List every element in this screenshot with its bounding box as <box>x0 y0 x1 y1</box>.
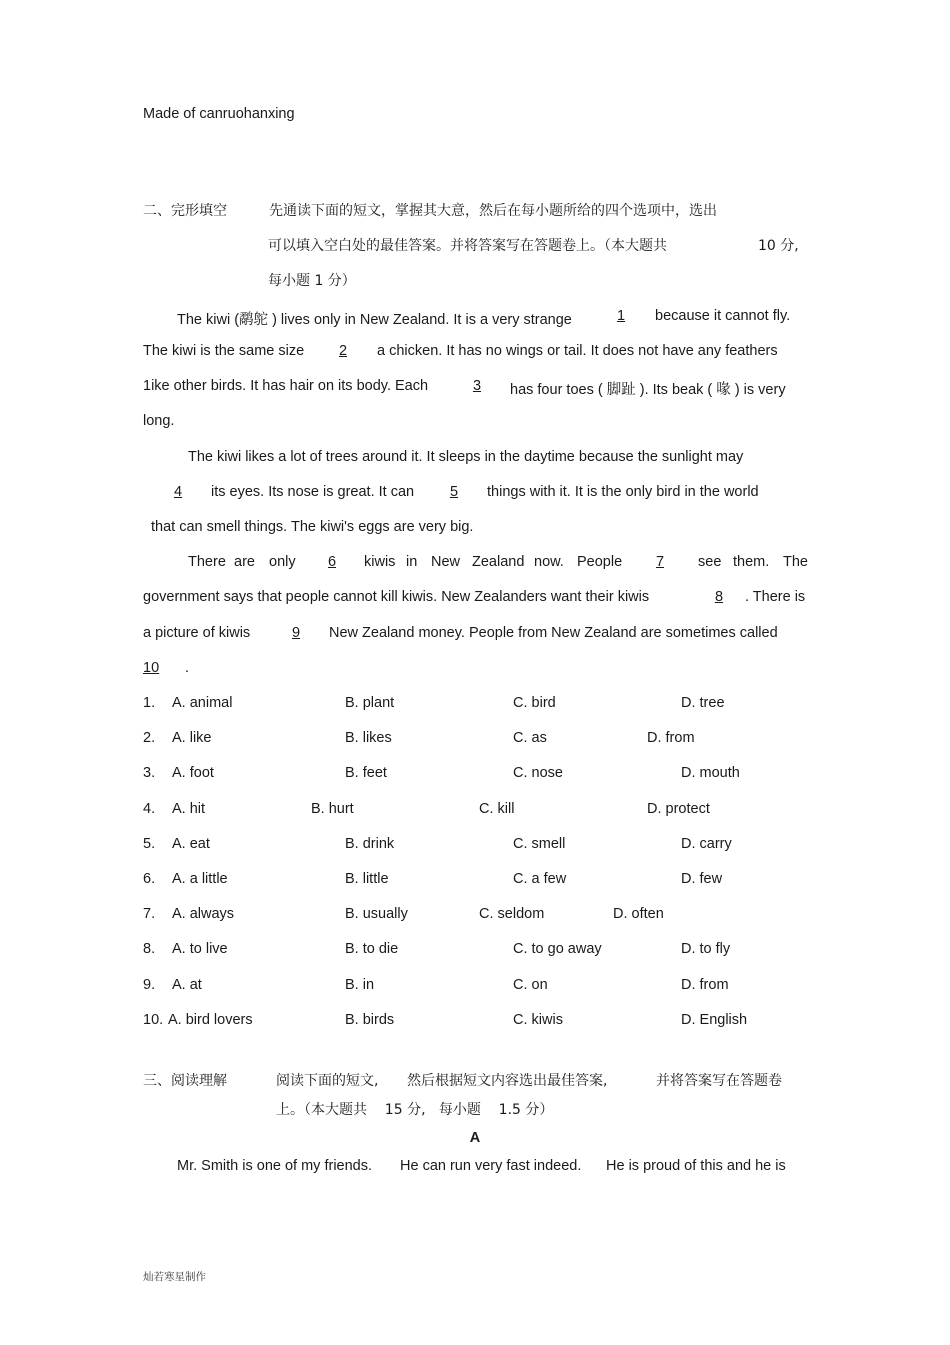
paragraph-text: its eyes. Its nose is great. It can <box>211 484 415 500</box>
paragraph-text: in <box>406 554 418 570</box>
paragraph-text: because it cannot fly. <box>655 308 791 324</box>
option-c: C. as <box>513 730 547 746</box>
paragraph-text: a picture of kiwis <box>143 625 251 641</box>
option-d: D. English <box>681 1012 748 1028</box>
option-b: B. feet <box>345 765 387 781</box>
paragraph-text: are <box>234 554 255 570</box>
paragraph-text: that can smell things. The kiwi's eggs are very big. <box>151 519 474 535</box>
paragraph-text: The kiwi (鹬鸵 ) lives only in New Zealand. It is a very strange <box>177 312 572 328</box>
blank-7: 7 <box>655 554 665 570</box>
option-number: 3. <box>143 765 156 781</box>
paragraph-text: kiwis <box>364 554 396 570</box>
option-d: D. carry <box>681 836 732 852</box>
paragraph-text: People <box>577 554 623 570</box>
reading-instruction: 然后根据短文内容选出最佳答案, <box>407 1073 608 1089</box>
option-c: C. to go away <box>513 941 602 957</box>
option-a: A. eat <box>172 836 210 852</box>
option-a: A. a little <box>172 871 228 887</box>
option-c: C. smell <box>513 836 566 852</box>
footer-text: 灿若寒星制作 <box>143 1271 206 1283</box>
header-made-of: Made of canruohanxing <box>143 106 295 122</box>
paragraph-text: The kiwi is the same size <box>143 343 305 359</box>
paragraph-text: . <box>185 660 190 676</box>
paragraph-text: only <box>269 554 296 570</box>
option-b: B. birds <box>345 1012 395 1028</box>
cloze-section-label: 二、完形填空 <box>143 203 227 219</box>
blank-6: 6 <box>327 554 337 570</box>
paragraph-text: 1ike other birds. It has hair on its body. Each <box>143 378 429 394</box>
cloze-instruction-line1: 先通读下面的短文，掌握其大意，然后在每小题所给的四个选项中，选出 <box>269 203 717 219</box>
option-d: D. often <box>613 906 664 922</box>
option-c: C. nose <box>513 765 563 781</box>
option-c: C. on <box>513 977 548 993</box>
paragraph-text: New <box>431 554 461 570</box>
paragraph-text: The <box>783 554 808 570</box>
option-number: 4. <box>143 801 156 817</box>
option-number: 10. <box>143 1012 164 1028</box>
option-c: C. a few <box>513 871 567 887</box>
option-b: B. to die <box>345 941 399 957</box>
option-c: C. kill <box>479 801 515 817</box>
reading-instruction: 阅读下面的短文, <box>276 1073 379 1089</box>
reading-section-label: 三、阅读理解 <box>143 1073 227 1089</box>
option-b: B. likes <box>345 730 392 746</box>
option-number: 1. <box>143 695 156 711</box>
option-d: D. mouth <box>681 765 740 781</box>
blank-5: 5 <box>449 484 459 500</box>
paragraph-text: a chicken. It has no wings or tail. It does not have any feathers <box>377 343 778 359</box>
option-a: A. foot <box>172 765 214 781</box>
option-number: 7. <box>143 906 156 922</box>
blank-3: 3 <box>472 378 482 394</box>
option-c: C. seldom <box>479 906 545 922</box>
paragraph-text: Zealand <box>472 554 525 570</box>
option-d: D. to fly <box>681 941 731 957</box>
option-a: A. bird lovers <box>168 1012 253 1028</box>
passage-letter: A <box>469 1130 481 1146</box>
option-number: 6. <box>143 871 156 887</box>
option-c: C. kiwis <box>513 1012 563 1028</box>
paragraph-text: see <box>698 554 722 570</box>
paragraph-text: them. <box>733 554 770 570</box>
blank-9: 9 <box>291 625 301 641</box>
blank-1: 1 <box>616 308 626 324</box>
paragraph-text: New Zealand money. People from New Zealand are sometimes called <box>329 625 778 641</box>
option-b: B. plant <box>345 695 395 711</box>
option-number: 2. <box>143 730 156 746</box>
paragraph-text: government says that people cannot kill kiwis. New Zealanders want their kiwis <box>143 589 650 605</box>
option-a: A. to live <box>172 941 228 957</box>
cloze-instruction-line3: 每小题 1 分） <box>268 273 356 289</box>
option-b: B. usually <box>345 906 408 922</box>
option-b: B. little <box>345 871 389 887</box>
option-number: 9. <box>143 977 156 993</box>
paragraph-text: The kiwi likes a lot of trees around it. It sleeps in the daytime because the sunlight may <box>188 449 744 465</box>
blank-2: 2 <box>338 343 348 359</box>
cloze-instruction-points: 10 分, <box>758 238 799 254</box>
paragraph-text: things with it. It is the only bird in the world <box>487 484 759 500</box>
passage-text: Mr. Smith is one of my friends. <box>177 1158 373 1174</box>
option-a: A. like <box>172 730 212 746</box>
passage-text: He can run very fast indeed. <box>400 1158 582 1174</box>
option-d: D. from <box>681 977 729 993</box>
option-b: B. hurt <box>311 801 354 817</box>
paragraph-text: long. <box>143 413 175 429</box>
option-number: 8. <box>143 941 156 957</box>
cloze-instruction-line2: 可以填入空白处的最佳答案。并将答案写在答题卷上。（本大题共 <box>268 238 667 254</box>
blank-8: 8 <box>714 589 724 605</box>
blank-10: 10 <box>143 660 160 676</box>
option-b: B. in <box>345 977 375 993</box>
option-a: A. always <box>172 906 235 922</box>
option-b: B. drink <box>345 836 395 852</box>
option-a: A. animal <box>172 695 233 711</box>
reading-instruction: 并将答案写在答题卷 <box>656 1073 782 1089</box>
paragraph-text: There <box>188 554 226 570</box>
option-number: 5. <box>143 836 156 852</box>
option-d: D. from <box>647 730 695 746</box>
paragraph-text: . There is <box>745 589 806 605</box>
option-c: C. bird <box>513 695 556 711</box>
option-a: A. at <box>172 977 202 993</box>
reading-instruction-line2: 上。（本大题共 15 分, 每小题 1.5 分） <box>276 1102 554 1118</box>
option-d: D. protect <box>647 801 710 817</box>
paragraph-text: now. <box>534 554 564 570</box>
option-a: A. hit <box>172 801 206 817</box>
blank-4: 4 <box>173 484 183 500</box>
paragraph-text: has four toes ( 脚趾 ). Its beak ( 喙 ) is very <box>510 382 786 398</box>
option-d: D. tree <box>681 695 725 711</box>
passage-text: He is proud of this and he is <box>606 1158 786 1174</box>
option-d: D. few <box>681 871 723 887</box>
